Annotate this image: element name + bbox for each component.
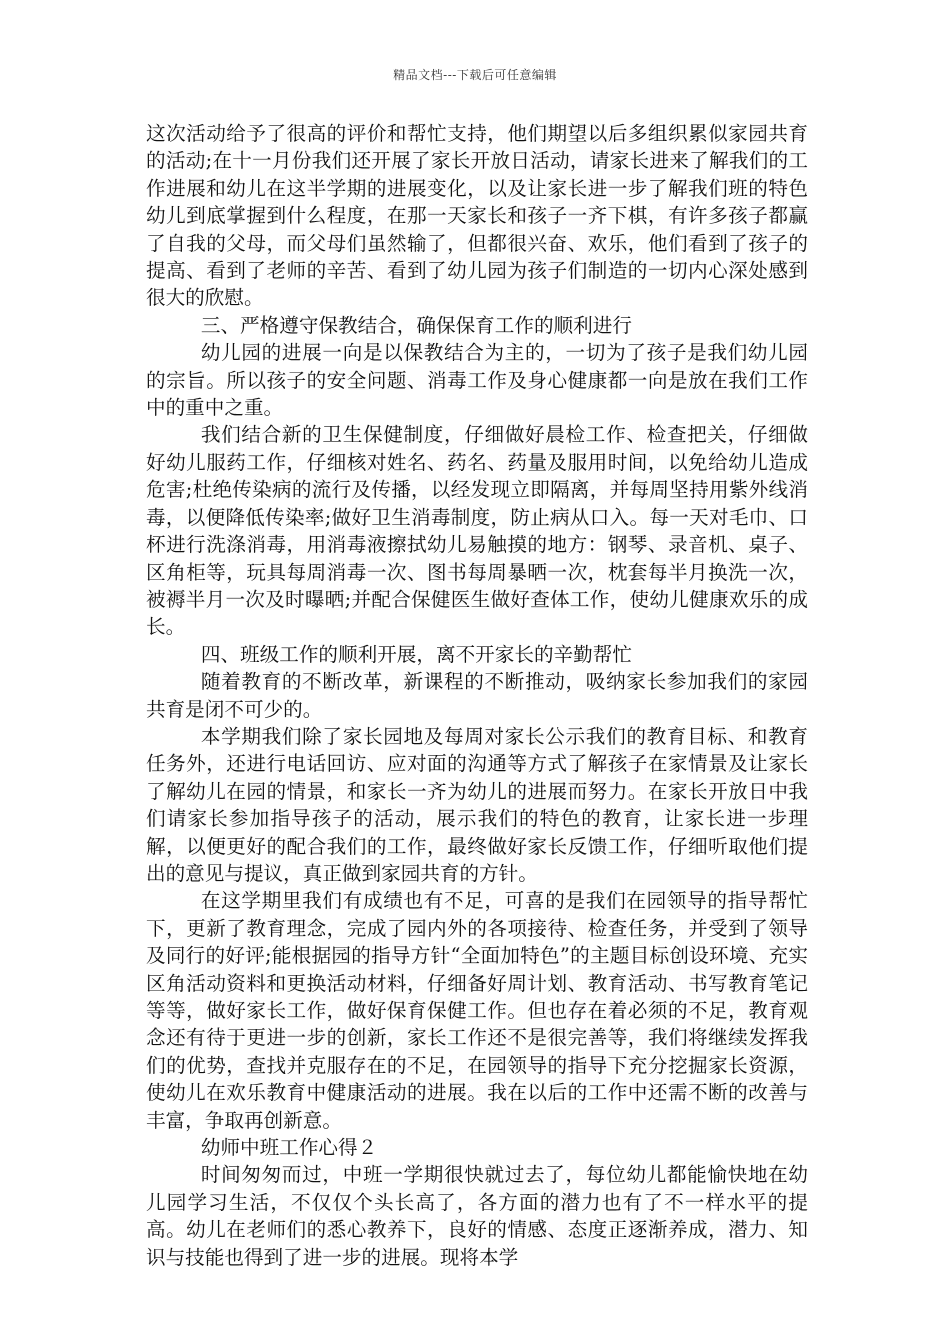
article-title-2: 幼师中班工作心得２ xyxy=(200,1136,378,1160)
section-heading-3: 三、严格遵守保教结合，确保保育工作的顺利进行 xyxy=(200,313,632,337)
page-header: 精品文档---下载后可任意编辑 xyxy=(393,68,557,82)
paragraph-1: 这次活动给予了很高的评价和帮忙支持，他们期望以后多组织累似家园共育的活动;在十一月份我们还开展了家长开放日活动，请家长进来了解我们的工作进展和幼儿在这半学期的进展变化，以及让家长进一步了解我们班的特色幼儿到底掌握到什么程度，在那一天家长和孩子一齐下棋，有许多孩子都赢了自我的父母，而父母们虽然输了，但都很兴奋、欢乐，他们看到了孩子的提高、看到了老师的辛苦、看到了幼儿园为孩子们制造的一切内心深处感到很大的欣慰。 xyxy=(146,122,808,310)
paragraph-4: 随着教育的不断改革，新课程的不断推动，吸纳家长参加我们的家园共育是闭不可少的。 xyxy=(146,670,808,721)
paragraph-5: 本学期我们除了家长园地及每周对家长公示我们的教育目标、和教育任务外，还进行电话回访、应对面的沟通等方式了解孩子在家情景及让家长了解幼儿在园的情景，和家长一齐为幼儿的进展而努力。在家长开放日中我们请家长参加指导孩子的活动，展示我们的特色的教育，让家长进一步理解，以便更好的配合我们的工作，最终做好家长反馈工作，仔细听取他们提出的意见与提议，真正做到家园共育的方针。 xyxy=(146,724,808,885)
paragraph-2: 幼儿园的进展一向是以保教结合为主的，一切为了孩子是我们幼儿园的宗旨。所以孩子的安全问题、消毒工作及身心健康都一向是放在我们工作中的重中之重。 xyxy=(146,341,808,420)
paragraph-7: 时间匆匆而过，中班一学期很快就过去了，每位幼儿都能愉快地在幼儿园学习生活，不仅仅个头长高了，各方面的潜力也有了不一样水平的提高。幼儿在老师们的悉心教养下，良好的情感、态度正逐渐养成，潜力、知识与技能也得到了进一步的进展。现将本学 xyxy=(146,1163,808,1269)
section-heading-4: 四、班级工作的顺利开展，离不开家长的辛勤帮忙 xyxy=(200,642,632,666)
document-body xyxy=(146,120,808,1271)
paragraph-3: 我们结合新的卫生保健制度，仔细做好晨检工作、检查把关，仔细做好幼儿服药工作，仔细核对姓名、药名、药量及服用时间，以免给幼儿造成危害;杜绝传染病的流行及传播，以经发现立即隔离，并每周坚持用紫外线消毒，以便降低传染率;做好卫生消毒制度，防止病从口入。每一天对毛巾、口杯进行洗涤消毒，用消毒液擦拭幼儿易触摸的地方：钢琴、录音机、桌子、区角柜等，玩具每周消毒一次、图书每周暴晒一次，枕套每半月换洗一次，被褥半月一次及时曝晒;并配合保健医生做好查体工作，使幼儿健康欢乐的成长。 xyxy=(146,423,808,639)
paragraph-6: 在这学期里我们有成绩也有不足，可喜的是我们在园领导的指导帮忙下，更新了教育理念，完成了园内外的各项接待、检查任务，并受到了领导及同行的好评;能根据园的指导方针“全面加特色”的主题目标创设环境、充实区角活动资料和更换活动材料，仔细备好周计划、教育活动、书写教育笔记等等，做好家长工作，做好保育保健工作。但也存在着必须的不足，教育观念还有待于更进一步的创新，家长工作还不是很完善等，我们将继续发挥我们的优势，查找并克服存在的不足，在园领导的指导下充分挖掘家长资源，使幼儿在欢乐教育中健康活动的进展。我在以后的工作中还需不断的改善与丰富，争取再创新意。 xyxy=(146,889,808,1132)
